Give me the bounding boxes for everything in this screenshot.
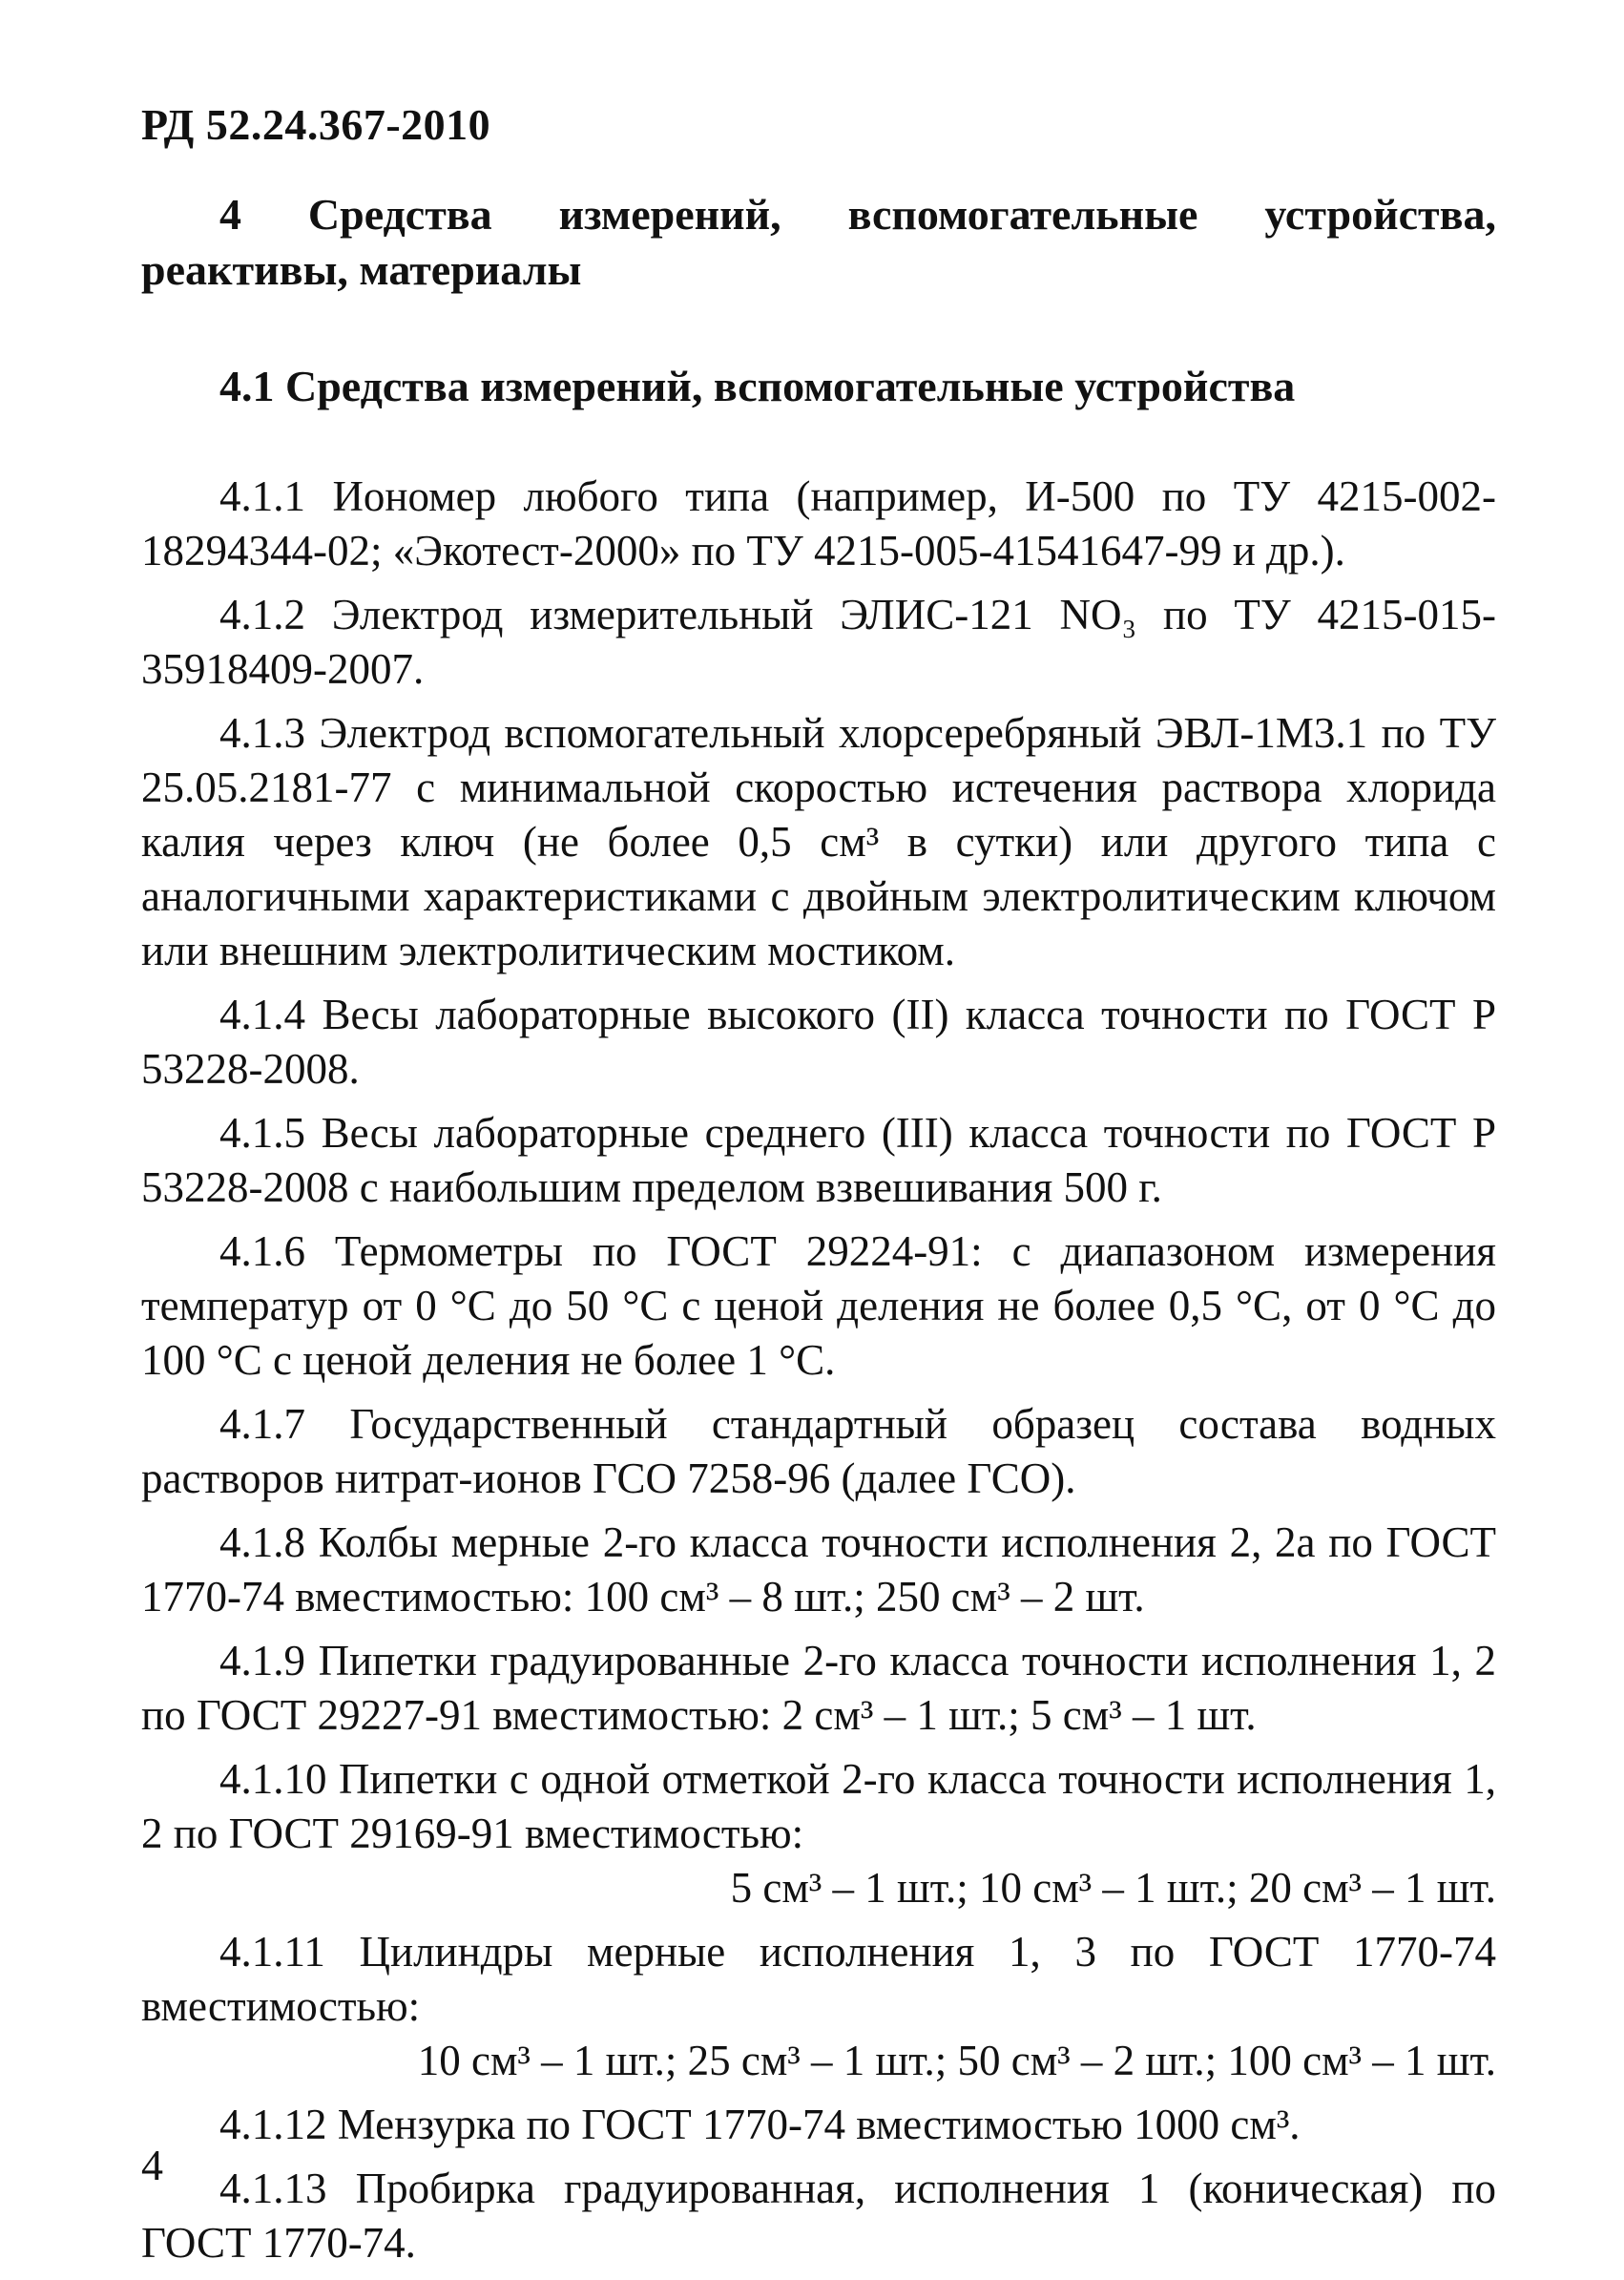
item-text: 4.1.13 Пробирка градуированная, исполнения 1 (коническая) по ГОСТ 1770-74. (141, 2165, 1496, 2267)
item-text: 4.1.11 Цилиндры мерные исполнения 1, 3 по ГОСТ 1770-74 вместимостью: (141, 1928, 1496, 2030)
item-text: 4.1.10 Пипетки с одной отметкой 2-го класса точности исполнения 1, 2 по ГОСТ 29169-91 вместимостью: (141, 1755, 1496, 1857)
item-capacity-line: 5 см³ – 1 шт.; 10 см³ – 1 шт.; 20 см³ – 1 шт. (730, 1864, 1496, 1912)
section-heading-word: Средства (307, 190, 492, 239)
list-item (141, 470, 1496, 578)
list-item (141, 1106, 1496, 1215)
page-content (141, 187, 1496, 2280)
item-capacity-line: 10 см³ – 1 шт.; 25 см³ – 1 шт.; 50 см³ – 2 шт.; 100 см³ – 1 шт. (417, 2037, 1496, 2084)
list-item (141, 588, 1496, 697)
list-item (141, 706, 1496, 978)
list-item (141, 2098, 1496, 2152)
section-heading-word: вспомогательные (847, 190, 1198, 239)
list-item (141, 1516, 1496, 1624)
item-text: 4.1.3 Электрод вспомогательный хлорсеребряный ЭВЛ-1М3.1 по ТУ 25.05.2181-77 с минимальной скоростью истечения раствора хлорида калия через ключ (не более 0,5 см³ в сутки) или другого типа с аналогичными характеристиками с двойным электролитическим ключом или внешним электролитическим мостиком. (141, 709, 1496, 974)
item-text: 4.1.12 Мензурка по ГОСТ 1770-74 вместимостью 1000 см³. (219, 2101, 1301, 2148)
page-number: 4 (141, 2141, 163, 2189)
item-text: 4.1.6 Термометры по ГОСТ 29224-91: с диапазоном измерения температур от 0 °С до 50 °С с ценой деления не более 0,5 °С, от 0 °С до 100 °С с ценой деления не более 1 °С. (141, 1227, 1496, 1384)
section-heading (141, 187, 1496, 298)
list-item (141, 1634, 1496, 1743)
section-heading-line-1 (141, 187, 1496, 242)
document-code: РД 52.24.367-2010 (141, 100, 491, 149)
item-text: 4.1.8 Колбы мерные 2-го класса точности исполнения 2, 2а по ГОСТ 1770-74 вместимостью: 100 см³ – 8 шт.; 250 см³ – 2 шт. (141, 1518, 1496, 1621)
item-text: 4.1.9 Пипетки градуированные 2-го класса точности исполнения 1, 2 по ГОСТ 29227-91 вместимостью: 2 см³ – 1 шт.; 5 см³ – 1 шт. (141, 1637, 1496, 1739)
list-item (141, 988, 1496, 1097)
list-item (141, 1925, 1496, 2088)
list-item (141, 1397, 1496, 1506)
section-heading-line-2: реактивы, материалы (141, 245, 582, 294)
list-item (141, 1224, 1496, 1388)
subsection-heading: 4.1 Средства измерений, вспомогательные устройства (219, 362, 1296, 410)
item-text: 4.1.2 Электрод измерительный ЭЛИС-121 NO₃ по ТУ 4215-015-35918409-2007. (141, 591, 1496, 693)
list-item (141, 1752, 1496, 1915)
section-heading-word: устройства, (1264, 190, 1496, 239)
item-list (141, 470, 1496, 2270)
item-text: 4.1.7 Государственный стандартный образец состава водных растворов нитрат-ионов ГСО 7258-96 (далее ГСО). (141, 1400, 1496, 1502)
section-heading-word: 4 (219, 190, 241, 239)
item-text: 4.1.5 Весы лабораторные среднего (III) класса точности по ГОСТ Р 53228-2008 с наибольшим пределом взвешивания 500 г. (141, 1109, 1496, 1211)
item-text: 4.1.4 Весы лабораторные высокого (II) класса точности по ГОСТ Р 53228-2008. (141, 991, 1496, 1093)
item-text: 4.1.1 Иономер любого типа (например, И-500 по ТУ 4215-002-18294344-02; «Экотест-2000» по ТУ 4215-005-41541647-99 и др.). (141, 472, 1496, 575)
section-heading-word: измерений, (558, 190, 781, 239)
